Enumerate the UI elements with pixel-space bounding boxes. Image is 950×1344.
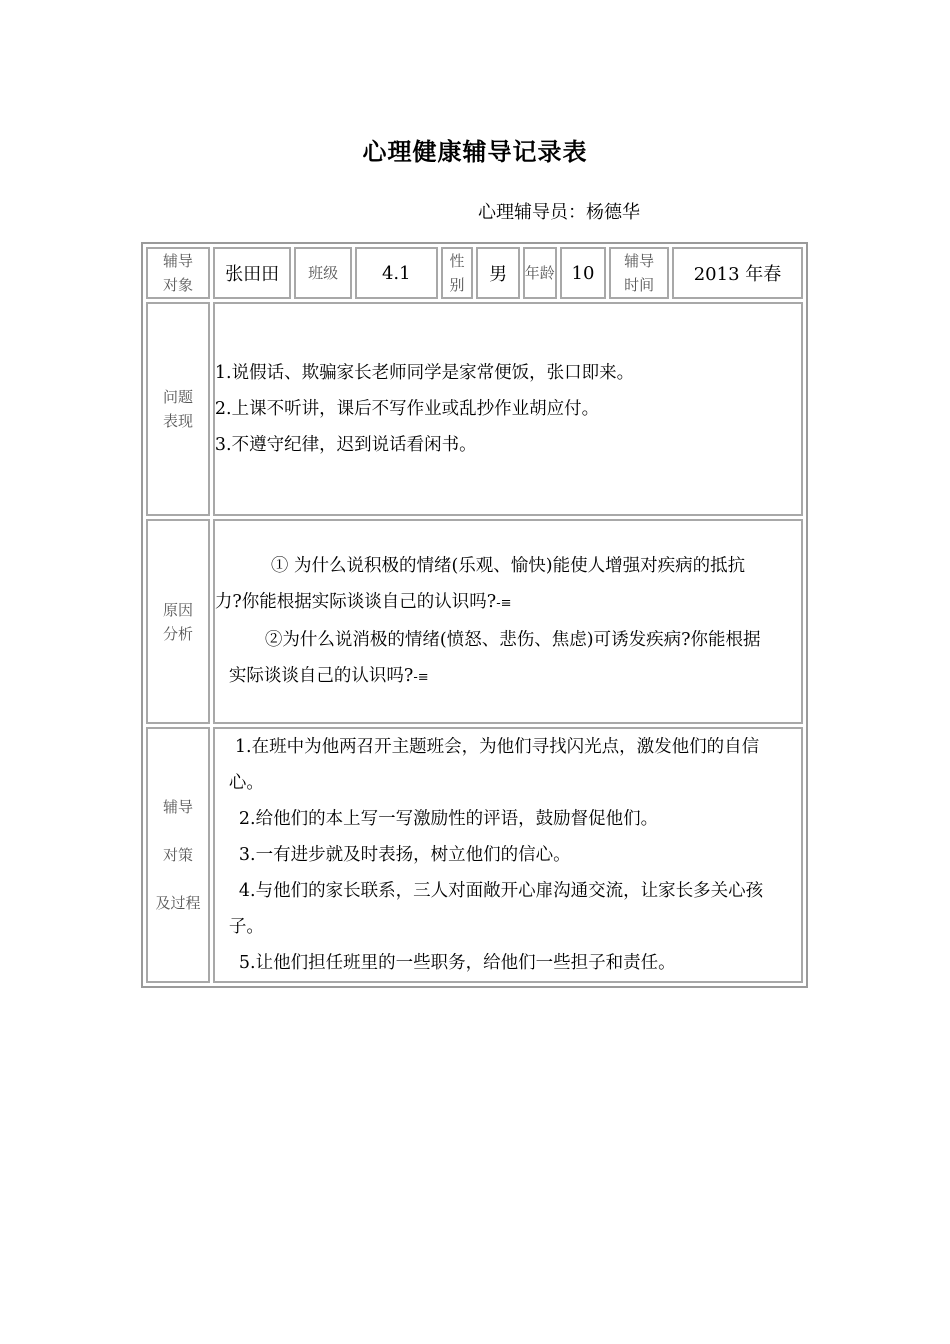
analysis-content: [213, 519, 803, 724]
analysis-question-1-line1: ① 为什么说积极的情绪(乐观、愉快)能使人增强对疾病的抵抗: [270, 555, 746, 576]
problem-label-line1: 问题: [162, 388, 193, 406]
problem-item: 2.上课不听讲，课后不写作业或乱抄作业胡应付。: [214, 399, 600, 419]
problem-item: 3.不遵守纪律，迟到说话看闲书。: [214, 435, 477, 455]
strategy-item-4-line2: 子。: [228, 917, 264, 937]
problem-label-line2: 表现: [162, 412, 193, 430]
strategy-label-line1: 辅导: [162, 798, 193, 816]
analysis-row: [146, 519, 803, 724]
analysis-label-line1: 原因: [162, 600, 193, 619]
counselor-name: 心理辅导员：杨德华: [478, 202, 640, 223]
counseling-record-table: [141, 242, 808, 988]
analysis-label-line2: 分析: [162, 624, 193, 643]
strategy-row: [146, 727, 803, 983]
strategy-item-4-line1: 4.与他们的家长联系，三人对面敞开心扉沟通交流，让家长多关心孩: [238, 881, 764, 901]
student-name: 张田田: [213, 247, 291, 299]
age-value: 10: [560, 247, 606, 299]
gender-label: 性别: [441, 247, 474, 299]
analysis-question-2-line1: ②为什么说消极的情绪(愤怒、悲伤、焦虑)可诱发疾病?你能根据: [264, 629, 761, 650]
time-label-cell: [609, 247, 669, 299]
class-value: 4.1: [355, 247, 437, 299]
target-label-line1: 辅导: [162, 252, 193, 270]
strategy-item-3: 3.一有进步就及时表扬，树立他们的信心。: [238, 845, 571, 865]
analysis-label-cell: [146, 519, 210, 724]
strategy-item-5: 5.让他们担任班里的一些职务，给他们一些担子和责任。: [238, 953, 676, 973]
time-label-line1: 辅导: [624, 252, 655, 270]
age-label: 年龄: [523, 247, 557, 299]
time-label-line2: 时间: [624, 276, 655, 294]
paragraph-mark: -≡: [496, 595, 512, 611]
problem-content: [213, 302, 803, 516]
gender-value: 男: [476, 247, 519, 299]
analysis-question-2-line2: [215, 658, 797, 696]
target-label-line2: 对象: [162, 276, 193, 294]
strategy-item-1-line2: 心。: [228, 773, 264, 793]
paragraph-mark: -≡: [413, 669, 429, 685]
class-label: 班级: [294, 247, 352, 299]
problem-label-cell: [146, 302, 210, 516]
document-title: 心理健康辅导记录表: [362, 137, 588, 166]
strategy-label-line3: 及过程: [155, 894, 201, 912]
problem-item: 1.说假话、欺骗家长老师同学是家常便饭，张口即来。: [214, 363, 635, 383]
analysis-question-1-text: 力?你能根据实际谈谈自己的认识吗?: [214, 591, 497, 612]
header-row: [146, 247, 803, 299]
strategy-label-cell: [146, 727, 210, 983]
problem-row: [146, 302, 803, 516]
strategy-content: [213, 727, 803, 983]
strategy-label-line2: 对策: [162, 846, 193, 864]
analysis-question-2-text: 实际谈谈自己的认识吗?: [228, 665, 414, 686]
analysis-question-1-line2: [215, 584, 797, 622]
target-label-cell: [146, 247, 210, 299]
time-value: 2013 年春: [672, 247, 803, 299]
strategy-item-2: 2.给他们的本上写一写激励性的评语，鼓励督促他们。: [238, 809, 659, 829]
strategy-item-1-line1: 1.在班中为他两召开主题班会，为他们寻找闪光点，激发他们的自信: [234, 737, 760, 757]
